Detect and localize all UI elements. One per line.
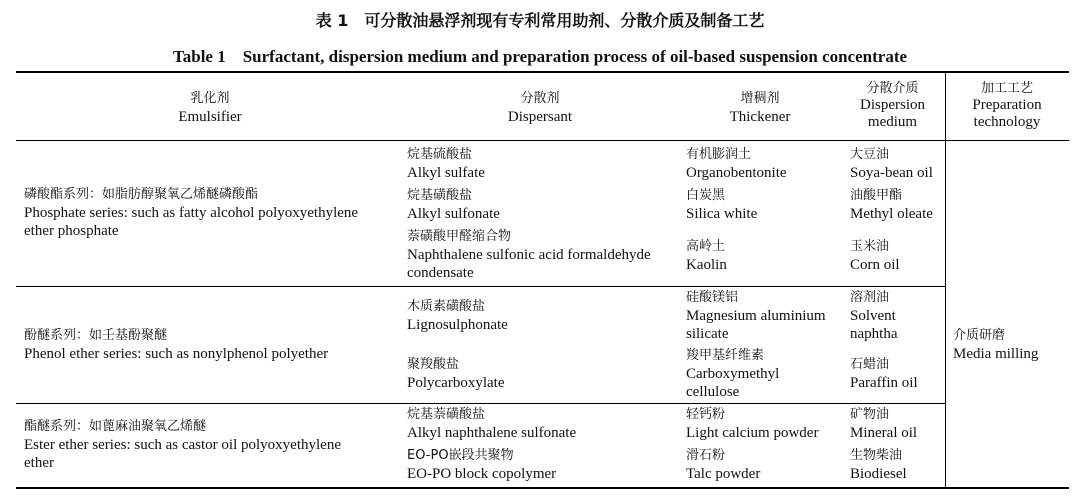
row3-dispersant-2-cn: EO-PO嵌段共聚物 [407, 448, 514, 463]
row2-thickener-2-en2: cellulose [686, 384, 740, 400]
row3-medium-1-cn: 矿物油 [850, 407, 890, 422]
row1-thickener-1 [686, 146, 787, 182]
row1-medium-3-en: Corn oil [850, 257, 900, 273]
row2-thickener-1-en2: silicate [686, 326, 729, 342]
header-dispersant-cn: 分散剂 [520, 91, 560, 106]
row3-dispersant-2-en: EO-PO block copolymer [407, 466, 557, 482]
row3-thickener-1-cn: 轻钙粉 [686, 407, 726, 422]
row2-medium-2-cn: 石蜡油 [850, 357, 890, 372]
row1-dispersant-1-cn: 烷基硫酸盐 [407, 147, 473, 162]
row1-medium-3-cn: 玉米油 [850, 239, 890, 254]
process-en: Media milling [953, 346, 1039, 362]
row1-thickener-3-cn: 高岭土 [686, 239, 726, 254]
row1-dispersant-3-en1: Naphthalene sulfonic acid formaldehyde [407, 247, 651, 263]
process-cell [953, 327, 1038, 363]
row1-emulsifier-cn: 磷酸酯系列：如脂肪醇聚氧乙烯醚磷酸酯 [24, 187, 259, 202]
row3-thickener-2 [686, 447, 760, 483]
header-medium-en1: Dispersion [860, 97, 925, 113]
header-process-en1: Preparation [972, 97, 1042, 113]
row3-dispersant-1 [407, 406, 576, 442]
row1-medium-1-en: Soya-bean oil [850, 165, 933, 181]
header-process-cn: 加工工艺 [980, 81, 1033, 96]
table-title-en: Table 1 Surfactant, dispersion medium and preparation process of oil-based suspension concentrate [172, 47, 908, 66]
row2-medium-1-en2: naphtha [850, 326, 898, 342]
row1-emulsifier-en1: Phosphate series: such as fatty alcohol polyoxyethylene [24, 205, 359, 221]
row1-thickener-3 [686, 238, 727, 274]
row3-medium-1-en: Mineral oil [850, 425, 918, 441]
row2-emulsifier [24, 327, 328, 363]
header-rule [16, 140, 1069, 141]
row2-medium-1 [850, 289, 897, 343]
row2-dispersant-1 [407, 298, 508, 334]
row1-medium-3 [850, 238, 900, 274]
row2-thickener-2-en1: Carboxymethyl [686, 366, 780, 382]
row1-dispersant-1 [407, 146, 485, 182]
header-thickener-cn: 增稠剂 [740, 91, 780, 106]
row1-medium-2-cn: 油酸甲酯 [850, 188, 903, 203]
row3-dispersant-1-en: Alkyl naphthalene sulfonate [407, 425, 577, 441]
row1-dispersant-2 [407, 187, 500, 223]
row2-medium-1-en1: Solvent [850, 308, 896, 324]
row3-dispersant-2 [407, 447, 556, 483]
row2-medium-1-cn: 溶剂油 [850, 290, 890, 305]
row3-medium-1 [850, 406, 917, 442]
row1-dispersant-2-en: Alkyl sulfonate [407, 206, 500, 222]
row2-medium-2 [850, 356, 918, 392]
row3-thickener-2-en: Talc powder [686, 466, 761, 482]
row2-thickener-1-cn: 硅酸镁铝 [686, 290, 739, 305]
row2-dispersant-1-en: Lignosulphonate [407, 317, 508, 333]
row2-thickener-2 [686, 347, 779, 401]
row1-thickener-2-cn: 白炭黑 [686, 188, 726, 203]
header-thickener-en: Thickener [729, 109, 791, 125]
row3-emulsifier-en1: Ester ether series: such as castor oil polyoxyethylene [24, 437, 341, 453]
row1-medium-1-cn: 大豆油 [850, 147, 890, 162]
row2-medium-2-en: Paraffin oil [850, 375, 918, 391]
row1-dispersant-2-cn: 烷基磺酸盐 [407, 188, 473, 203]
row3-thickener-2-cn: 滑石粉 [686, 448, 726, 463]
row1-thickener-2 [686, 187, 757, 223]
row-divider-2 [16, 403, 946, 404]
header-emulsifier-cn: 乳化剂 [190, 91, 230, 106]
row2-thickener-1-en1: Magnesium aluminium [686, 308, 826, 324]
row3-medium-2 [850, 447, 907, 483]
header-thickener [700, 90, 820, 126]
row3-thickener-1 [686, 406, 818, 442]
row3-thickener-1-en: Light calcium powder [686, 425, 819, 441]
row3-medium-2-en: Biodiesel [850, 466, 907, 482]
header-dispersant [470, 90, 610, 126]
row3-dispersant-1-cn: 烷基萘磺酸盐 [407, 407, 486, 422]
row1-thickener-1-cn: 有机膨润土 [686, 147, 752, 162]
row2-emulsifier-cn: 酚醚系列：如壬基酚聚醚 [24, 328, 168, 343]
header-process [952, 80, 1062, 131]
row1-medium-2 [850, 187, 933, 223]
row1-emulsifier [24, 186, 358, 240]
row1-medium-1 [850, 146, 933, 182]
header-process-en2: technology [973, 114, 1041, 130]
row2-thickener-2-cn: 羧甲基纤维素 [686, 348, 765, 363]
header-medium-cn: 分散介质 [866, 81, 919, 96]
row2-dispersant-2-cn: 聚羧酸盐 [407, 357, 460, 372]
header-dispersant-en: Dispersant [507, 109, 573, 125]
process-header-divider-top [945, 72, 946, 140]
bottom-rule [16, 487, 1069, 489]
row2-dispersant-2 [407, 356, 504, 392]
row1-dispersant-3-en2: condensate [407, 265, 474, 281]
row3-emulsifier-en2: ether [24, 455, 54, 471]
row1-thickener-3-en: Kaolin [686, 257, 727, 273]
row-divider-1 [16, 286, 946, 287]
row2-dispersant-1-cn: 木质素磺酸盐 [407, 299, 486, 314]
header-emulsifier [140, 90, 280, 126]
row2-thickener-1 [686, 289, 826, 343]
top-rule [16, 71, 1069, 73]
header-emulsifier-en: Emulsifier [178, 109, 242, 125]
row2-emulsifier-en1: Phenol ether series: such as nonylphenol polyether [24, 346, 329, 362]
row1-thickener-1-en: Organobentonite [686, 165, 787, 181]
row1-dispersant-3-cn: 萘磺酸甲醛缩合物 [407, 229, 512, 244]
row1-medium-2-en: Methyl oleate [850, 206, 933, 222]
header-medium-en2: medium [867, 114, 918, 130]
row3-emulsifier [24, 418, 341, 472]
row1-dispersant-1-en: Alkyl sulfate [407, 165, 485, 181]
row1-thickener-2-en: Silica white [686, 206, 758, 222]
table-title-cn: 表 1 可分散油悬浮剂现有专利常用助剂、分散介质及制备工艺 [315, 11, 765, 30]
row3-medium-2-cn: 生物柴油 [850, 448, 903, 463]
row1-dispersant-3 [407, 228, 651, 282]
row1-emulsifier-en2: ether phosphate [24, 223, 119, 239]
row2-dispersant-2-en: Polycarboxylate [407, 375, 505, 391]
header-medium [845, 80, 940, 131]
process-cn: 介质研磨 [953, 328, 1006, 343]
row3-emulsifier-cn: 酯醚系列：如蓖麻油聚氧乙烯醚 [24, 419, 207, 434]
